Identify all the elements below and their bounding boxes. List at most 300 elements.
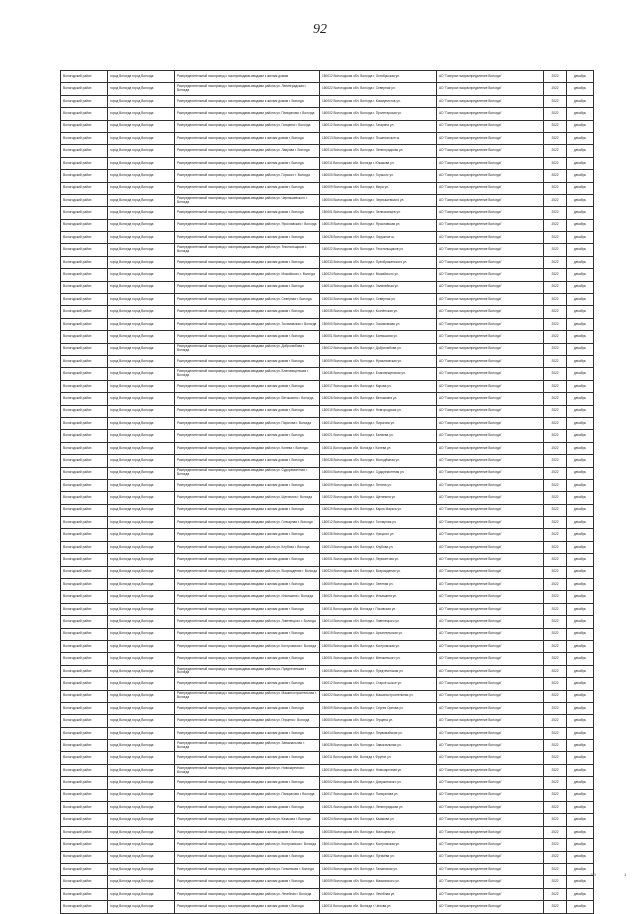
table-row xyxy=(61,839,594,851)
year-cell: 2022 xyxy=(544,864,567,876)
address-cell: 160021 Вологодская обл. Вологда г. Ленинградская ул. xyxy=(320,802,437,814)
locality-cell: город Вологда город Вологда xyxy=(108,355,175,367)
address-cell: 160033 Вологодская обл. Вологда г. Преображенского ул. xyxy=(320,256,437,268)
purpose-cell: Распределительный газопровод с газопроводами-вводами к жилым домам г. Вологда xyxy=(175,455,320,467)
district-cell: Вологодский район xyxy=(61,170,108,182)
table-row xyxy=(61,665,594,677)
purpose-cell: Распределительный газопровод с газопроводами-вводами района ул. Пирогова г. Вологда xyxy=(175,417,320,429)
table-row xyxy=(61,789,594,801)
locality-cell: город Вологда город Вологда xyxy=(108,740,175,752)
month-cell: декабрь xyxy=(567,715,594,727)
purpose-cell: Распределительный газопровод с газопроводами-вводами района ул. Костромская г. Вологда xyxy=(175,839,320,851)
month-cell: декабрь xyxy=(567,814,594,826)
district-cell: Вологодский район xyxy=(61,182,108,194)
month-cell: декабрь xyxy=(567,479,594,491)
address-cell: 160022 Вологодская обл. Вологда г. Текстильщиков ул. xyxy=(320,244,437,256)
owner-cell: АО "Газпром газораспределение Вологда" xyxy=(437,690,544,702)
month-cell: декабрь xyxy=(567,219,594,231)
year-cell: 2022 xyxy=(544,207,567,219)
locality-cell: город Вологда город Вологда xyxy=(108,256,175,268)
address-cell: 160011 Вологодская обл. Вологда г. Южакова ул. xyxy=(320,157,437,169)
table-row xyxy=(61,306,594,318)
purpose-cell: Распределительный газопровод с газопроводами-вводами района ул. Ленинградская г. Вологда xyxy=(175,83,320,95)
table-row xyxy=(61,640,594,652)
table-row xyxy=(61,219,594,231)
owner-cell: АО "Газпром газораспределение Вологда" xyxy=(437,306,544,318)
district-cell: Вологодский район xyxy=(61,430,108,442)
purpose-cell: Распределительный газопровод с газопроводами-вводами к жилым домам xyxy=(175,71,320,83)
gas-pipeline-register xyxy=(60,70,587,914)
purpose-cell: Распределительный газопровод с газопроводами-вводами к жилым домам г. Вологда xyxy=(175,207,320,219)
year-cell: 2022 xyxy=(544,814,567,826)
locality-cell: город Вологда город Вологда xyxy=(108,108,175,120)
owner-cell: АО "Газпром газораспределение Вологда" xyxy=(437,294,544,306)
owner-cell: АО "Газпром газораспределение Вологда" xyxy=(437,83,544,95)
year-cell: 2022 xyxy=(544,851,567,863)
table-row xyxy=(61,132,594,144)
year-cell: 2022 xyxy=(544,331,567,343)
locality-cell: город Вологда город Вологда xyxy=(108,219,175,231)
district-cell: Вологодский район xyxy=(61,839,108,851)
table-row xyxy=(61,554,594,566)
purpose-cell: Распределительный газопровод с газопроводами-вводами района ул. Конева г. Вологда xyxy=(175,442,320,454)
locality-cell: город Вологда город Вологда xyxy=(108,579,175,591)
table-row xyxy=(61,405,594,417)
locality-cell: город Вологда город Вологда xyxy=(108,380,175,392)
register-table xyxy=(60,70,597,914)
purpose-cell: Распределительный газопровод с газопроводами-вводами к жилым домам г. Вологда xyxy=(175,628,320,640)
locality-cell: город Вологда город Вологда xyxy=(108,715,175,727)
table-row xyxy=(61,653,594,665)
month-cell: декабрь xyxy=(567,690,594,702)
year-cell: 2022 xyxy=(544,789,567,801)
purpose-cell: Распределительный газопровод с газопроводами-вводами к жилым домам г. Вологда xyxy=(175,876,320,888)
district-cell: Вологодский район xyxy=(61,269,108,281)
year-cell: 2022 xyxy=(544,876,567,888)
table-row xyxy=(61,690,594,702)
year-cell: 2022 xyxy=(544,244,567,256)
month-cell: декабрь xyxy=(567,281,594,293)
year-cell: 2022 xyxy=(544,132,567,144)
district-cell: Вологодский район xyxy=(61,306,108,318)
locality-cell: город Вологда город Вологда xyxy=(108,603,175,615)
table-row xyxy=(61,876,594,888)
district-cell: Вологодский район xyxy=(61,368,108,380)
footer-mark: 111 xyxy=(590,872,597,877)
year-cell: 2022 xyxy=(544,492,567,504)
district-cell: Вологодский район xyxy=(61,83,108,95)
table-row xyxy=(61,901,594,913)
district-cell: Вологодский район xyxy=(61,740,108,752)
year-cell: 2022 xyxy=(544,888,567,900)
purpose-cell: Распределительный газопровод с газопроводами-вводами района ул. Можайского г. Вологда xyxy=(175,269,320,281)
owner-cell: АО "Газпром газораспределение Вологда" xyxy=(437,95,544,107)
owner-cell: АО "Газпром газораспределение Вологда" xyxy=(437,851,544,863)
purpose-cell: Распределительный газопровод с газопроводами-вводами к жилым домам г. Вологда xyxy=(175,405,320,417)
purpose-cell: Распределительный газопровод с газопроводами-вводами к жилым домам г. Вологда xyxy=(175,355,320,367)
table-row xyxy=(61,727,594,739)
year-cell: 2022 xyxy=(544,442,567,454)
district-cell: Вологодский район xyxy=(61,244,108,256)
year-cell: 2022 xyxy=(544,901,567,913)
address-cell: 160004 Вологодская обл. Вологда г. Галкинская ул. xyxy=(320,864,437,876)
locality-cell: город Вологда город Вологда xyxy=(108,529,175,541)
owner-cell: АО "Газпром газораспределение Вологда" xyxy=(437,554,544,566)
owner-cell: АО "Газпром газораспределение Вологда" xyxy=(437,368,544,380)
owner-cell: АО "Газпром газораспределение Вологда" xyxy=(437,702,544,714)
table-row xyxy=(61,603,594,615)
purpose-cell: Распределительный газопровод с газопроводами-вводами района ул. Лечебная г. Вологда xyxy=(175,888,320,900)
year-cell: 2022 xyxy=(544,740,567,752)
address-cell: 160001 Вологодская обл. Вологда г. Лермонтова ул. xyxy=(320,554,437,566)
year-cell: 2022 xyxy=(544,665,567,677)
district-cell: Вологодский район xyxy=(61,331,108,343)
year-cell: 2022 xyxy=(544,678,567,690)
address-cell: 160028 Вологодская обл. Вологда г. Молодёжная ул. xyxy=(320,455,437,467)
address-cell: 160013 Вологодская обл. Вологда г. Клубова ул. xyxy=(320,541,437,553)
month-cell: декабрь xyxy=(567,591,594,603)
address-cell: 160001 Вологодская обл. Вологда г. Батюшкова ул. xyxy=(320,331,437,343)
owner-cell: АО "Газпром газораспределение Вологда" xyxy=(437,182,544,194)
owner-cell: АО "Газпром газораспределение Вологда" xyxy=(437,517,544,529)
month-cell: декабрь xyxy=(567,467,594,479)
purpose-cell: Распределительный газопровод с газопроводами-вводами района ул. Ветошкина г. Вологда xyxy=(175,393,320,405)
table-row xyxy=(61,269,594,281)
year-cell: 2022 xyxy=(544,529,567,541)
locality-cell: город Вологда город Вологда xyxy=(108,281,175,293)
address-cell: 160019 Вологодская обл. Вологда г. Карла Маркса ул. xyxy=(320,504,437,516)
table-row xyxy=(61,157,594,169)
address-cell: 160004 Вологодская обл. Вологда г. Судоремонтная ул. xyxy=(320,467,437,479)
owner-cell: АО "Газпром газораспределение Вологда" xyxy=(437,814,544,826)
address-cell: 160014 Вологодская обл. Вологда г. Ленинградская ул. xyxy=(320,145,437,157)
address-cell: 160017 Вологодская обл. Вологда г. Кирова ул. xyxy=(320,380,437,392)
table-row xyxy=(61,170,594,182)
purpose-cell: Распределительный газопровод с газопроводами-вводами к жилым домам г. Вологда xyxy=(175,802,320,814)
owner-cell: АО "Газпром газораспределение Вологда" xyxy=(437,727,544,739)
locality-cell: город Вологда город Вологда xyxy=(108,479,175,491)
district-cell: Вологодский район xyxy=(61,690,108,702)
locality-cell: город Вологда город Вологда xyxy=(108,504,175,516)
table-row xyxy=(61,393,594,405)
locality-cell: город Вологда город Вологда xyxy=(108,777,175,789)
table-row xyxy=(61,343,594,355)
address-cell: 160021 Вологодская обл. Вологда г. Ильюшина ул. xyxy=(320,591,437,603)
locality-cell: город Вологда город Вологда xyxy=(108,95,175,107)
locality-cell: город Вологда город Вологда xyxy=(108,145,175,157)
locality-cell: город Вологда город Вологда xyxy=(108,616,175,628)
district-cell: Вологодский район xyxy=(61,814,108,826)
year-cell: 2022 xyxy=(544,417,567,429)
purpose-cell: Распределительный газопровод с газопроводами-вводами района ул. Ильюшина г. Вологда xyxy=(175,591,320,603)
owner-cell: АО "Газпром газораспределение Вологда" xyxy=(437,393,544,405)
address-cell: 160000 Вологодская обл. Вологда г. Герцена ул. xyxy=(320,715,437,727)
purpose-cell: Распределительный газопровод с газопроводами-вводами к жилым домам г. Вологда xyxy=(175,281,320,293)
table-row xyxy=(61,244,594,256)
address-cell: 160024 Вологодская обл. Вологда г. Можайского ул. xyxy=(320,269,437,281)
locality-cell: город Вологда город Вологда xyxy=(108,690,175,702)
handwritten-page-number: 92 xyxy=(313,22,327,37)
locality-cell: город Вологда город Вологда xyxy=(108,876,175,888)
purpose-cell: Распределительный газопровод с газопроводами-вводами к жилым домам г. Вологда xyxy=(175,331,320,343)
address-cell: 160002 Вологодская обл. Вологда г. Коммунистов ул. xyxy=(320,95,437,107)
locality-cell: город Вологда город Вологда xyxy=(108,120,175,132)
month-cell: декабрь xyxy=(567,579,594,591)
month-cell: декабрь xyxy=(567,653,594,665)
year-cell: 2022 xyxy=(544,95,567,107)
month-cell: декабрь xyxy=(567,318,594,330)
purpose-cell: Распределительный газопровод с газопроводами-вводами района ул. Горького г. Вологда xyxy=(175,170,320,182)
month-cell: декабрь xyxy=(567,665,594,677)
district-cell: Вологодский район xyxy=(61,380,108,392)
address-cell: 160013 Вологодская обл. Вологда г. Пошехонское ш. xyxy=(320,132,437,144)
purpose-cell: Распределительный газопровод с газопроводами-вводами к жилым домам г. Вологда xyxy=(175,554,320,566)
purpose-cell: Распределительный газопровод с газопроводами-вводами к жилым домам г. Вологда xyxy=(175,479,320,491)
address-cell: 160012 Вологодская обл. Вологда г. Октябрьская ул. xyxy=(320,71,437,83)
address-cell: 160019 Вологодская обл. Вологда г. Новозаречная ул. xyxy=(320,764,437,776)
district-cell: Вологодский район xyxy=(61,219,108,231)
owner-cell: АО "Газпром газораспределение Вологда" xyxy=(437,876,544,888)
table-row xyxy=(61,529,594,541)
address-cell: 160019 Вологодская обл. Вологда г. Ярославская ул. xyxy=(320,219,437,231)
purpose-cell: Распределительный газопровод с газопроводами-вводами к жилым домам г. Вологда xyxy=(175,752,320,764)
owner-cell: АО "Газпром газораспределение Вологда" xyxy=(437,888,544,900)
owner-cell: АО "Газпром газораспределение Вологда" xyxy=(437,479,544,491)
address-cell: 160002 Вологодская обл. Вологда г. Дзержинского ул. xyxy=(320,777,437,789)
owner-cell: АО "Газпром газораспределение Вологда" xyxy=(437,628,544,640)
locality-cell: город Вологда город Вологда xyxy=(108,343,175,355)
table-row xyxy=(61,702,594,714)
year-cell: 2022 xyxy=(544,306,567,318)
locality-cell: город Вологда город Вологда xyxy=(108,83,175,95)
table-row xyxy=(61,616,594,628)
locality-cell: город Вологда город Вологда xyxy=(108,368,175,380)
district-cell: Вологодский район xyxy=(61,579,108,591)
locality-cell: город Вологда город Вологда xyxy=(108,430,175,442)
year-cell: 2022 xyxy=(544,653,567,665)
owner-cell: АО "Газпром газораспределение Вологда" xyxy=(437,108,544,120)
locality-cell: город Вологда город Вологда xyxy=(108,851,175,863)
address-cell: 160009 Вологодская обл. Вологда г. Зеленая ул. xyxy=(320,579,437,591)
district-cell: Вологодский район xyxy=(61,393,108,405)
year-cell: 2022 xyxy=(544,83,567,95)
month-cell: декабрь xyxy=(567,826,594,838)
district-cell: Вологодский район xyxy=(61,294,108,306)
address-cell: 160012 Вологодская обл. Вологда г. Старое шоссе ул. xyxy=(320,678,437,690)
address-cell: 160024 Вологодская обл. Вологда г. Возрождения ул. xyxy=(320,566,437,578)
owner-cell: АО "Газпром газораспределение Вологда" xyxy=(437,777,544,789)
year-cell: 2022 xyxy=(544,182,567,194)
year-cell: 2022 xyxy=(544,294,567,306)
locality-cell: город Вологда город Вологда xyxy=(108,331,175,343)
address-cell: 160035 Вологодская обл. Вологда г. Благовещенская ул. xyxy=(320,368,437,380)
purpose-cell: Распределительный газопровод с газопроводами-вводами района ул. Зосимовская г. Вологда xyxy=(175,318,320,330)
table-row xyxy=(61,764,594,776)
year-cell: 2022 xyxy=(544,839,567,851)
district-cell: Вологодский район xyxy=(61,405,108,417)
purpose-cell: Распределительный газопровод с газопроводами-вводами к жилым домам г. Вологда xyxy=(175,653,320,665)
district-cell: Вологодский район xyxy=(61,95,108,107)
month-cell: декабрь xyxy=(567,455,594,467)
purpose-cell: Распределительный газопровод с газопроводами-вводами района ул. Добролюбова г. Вологда xyxy=(175,343,320,355)
owner-cell: АО "Газпром газораспределение Вологда" xyxy=(437,789,544,801)
district-cell: Вологодский район xyxy=(61,628,108,640)
district-cell: Вологодский район xyxy=(61,492,108,504)
year-cell: 2022 xyxy=(544,194,567,206)
owner-cell: АО "Газпром газораспределение Вологда" xyxy=(437,331,544,343)
locality-cell: город Вологда город Вологда xyxy=(108,71,175,83)
month-cell: декабрь xyxy=(567,343,594,355)
locality-cell: город Вологда город Вологда xyxy=(108,901,175,913)
owner-cell: АО "Газпром газораспределение Вологда" xyxy=(437,442,544,454)
district-cell: Вологодский район xyxy=(61,727,108,739)
purpose-cell: Распределительный газопровод с газопроводами-вводами к жилым домам г. Вологда xyxy=(175,306,320,318)
locality-cell: город Вологда город Вологда xyxy=(108,653,175,665)
year-cell: 2022 xyxy=(544,752,567,764)
owner-cell: АО "Газпром газораспределение Вологда" xyxy=(437,740,544,752)
purpose-cell: Распределительный газопровод с газопроводами-вводами к жилым домам г. Вологда xyxy=(175,504,320,516)
year-cell: 2022 xyxy=(544,355,567,367)
locality-cell: город Вологда город Вологда xyxy=(108,591,175,603)
purpose-cell: Распределительный газопровод с газопроводами-вводами к жилым домам г. Вологда xyxy=(175,579,320,591)
address-cell: 160009 Вологодская обл. Вологда г. Маяковского ул. xyxy=(320,876,437,888)
purpose-cell: Распределительный газопровод с газопроводами-вводами к жилым домам г. Вологда xyxy=(175,851,320,863)
month-cell: декабрь xyxy=(567,157,594,169)
month-cell: декабрь xyxy=(567,417,594,429)
locality-cell: город Вологда город Вологда xyxy=(108,517,175,529)
purpose-cell: Распределительный газопровод с газопроводами-вводами района ул. Благовещенская г. Вологда xyxy=(175,368,320,380)
table-row xyxy=(61,888,594,900)
purpose-cell: Распределительный газопровод с газопроводами-вводами к жилым домам г. Вологда xyxy=(175,232,320,244)
owner-cell: АО "Газпром газораспределение Вологда" xyxy=(437,764,544,776)
month-cell: декабрь xyxy=(567,764,594,776)
month-cell: декабрь xyxy=(567,132,594,144)
address-cell: 160022 Вологодская обл. Вологда г. Машиностроительная ул. xyxy=(320,690,437,702)
year-cell: 2022 xyxy=(544,393,567,405)
owner-cell: АО "Газпром газораспределение Вологда" xyxy=(437,603,544,615)
year-cell: 2022 xyxy=(544,541,567,553)
month-cell: декабрь xyxy=(567,331,594,343)
owner-cell: АО "Газпром газораспределение Вологда" xyxy=(437,194,544,206)
district-cell: Вологодский район xyxy=(61,764,108,776)
year-cell: 2022 xyxy=(544,120,567,132)
locality-cell: город Вологда город Вологда xyxy=(108,157,175,169)
month-cell: декабрь xyxy=(567,603,594,615)
month-cell: декабрь xyxy=(567,616,594,628)
locality-cell: город Вологда город Вологда xyxy=(108,294,175,306)
year-cell: 2022 xyxy=(544,170,567,182)
month-cell: декабрь xyxy=(567,888,594,900)
purpose-cell: Распределительный газопровод с газопроводами-вводами района ул. Ярославская г. Вологда xyxy=(175,219,320,231)
table-row xyxy=(61,715,594,727)
table-row xyxy=(61,628,594,640)
month-cell: декабрь xyxy=(567,194,594,206)
purpose-cell: Распределительный газопровод с газопроводами-вводами к жилым домам г. Вологда xyxy=(175,529,320,541)
table-row xyxy=(61,95,594,107)
address-cell: 160001 Вологодская обл. Вологда г. Менжинского ул. xyxy=(320,653,437,665)
district-cell: Вологодский район xyxy=(61,789,108,801)
owner-cell: АО "Газпром газораспределение Вологда" xyxy=(437,653,544,665)
table-row xyxy=(61,851,594,863)
year-cell: 2022 xyxy=(544,554,567,566)
month-cell: декабрь xyxy=(567,851,594,863)
district-cell: Вологодский район xyxy=(61,442,108,454)
year-cell: 2022 xyxy=(544,405,567,417)
month-cell: декабрь xyxy=(567,83,594,95)
district-cell: Вологодский район xyxy=(61,455,108,467)
month-cell: декабрь xyxy=(567,71,594,83)
year-cell: 2022 xyxy=(544,715,567,727)
purpose-cell: Распределительный газопровод с газопроводами-вводами к жилым домам г. Вологда xyxy=(175,430,320,442)
year-cell: 2022 xyxy=(544,777,567,789)
month-cell: декабрь xyxy=(567,789,594,801)
purpose-cell: Распределительный газопровод с газопроводами-вводами к жилым домам г. Вологда xyxy=(175,95,320,107)
locality-cell: город Вологда город Вологда xyxy=(108,864,175,876)
address-cell: 160011 Вологодская обл. Вологда г. Чехова ул. xyxy=(320,901,437,913)
purpose-cell: Распределительный газопровод с газопроводами-вводами района ул. Завокзальная г. Вологда xyxy=(175,740,320,752)
owner-cell: АО "Газпром газораспределение Вологда" xyxy=(437,826,544,838)
owner-cell: АО "Газпром газораспределение Вологда" xyxy=(437,715,544,727)
address-cell: 160014 Вологодская обл. Вологда г. Первомайская ул. xyxy=(320,727,437,739)
month-cell: декабрь xyxy=(567,876,594,888)
address-cell: 160002 Вологодская обл. Вологда г. Пролетарская ул. xyxy=(320,108,437,120)
purpose-cell: Распределительный газопровод с газопроводами-вводами к жилым домам г. Вологда xyxy=(175,826,320,838)
footer-mark: 1 xyxy=(624,872,627,877)
purpose-cell: Распределительный газопровод с газопроводами-вводами района ул. Северная г. Вологда xyxy=(175,294,320,306)
month-cell: декабрь xyxy=(567,182,594,194)
purpose-cell: Распределительный газопровод с газопроводами-вводами к жилым домам г. Вологда xyxy=(175,777,320,789)
year-cell: 2022 xyxy=(544,628,567,640)
district-cell: Вологодский район xyxy=(61,603,108,615)
table-row xyxy=(61,145,594,157)
year-cell: 2022 xyxy=(544,368,567,380)
month-cell: декабрь xyxy=(567,145,594,157)
table-row xyxy=(61,864,594,876)
address-cell: 160004 Вологодская обл. Вологда г. Костромская ул. xyxy=(320,640,437,652)
district-cell: Вологодский район xyxy=(61,702,108,714)
district-cell: Вологодский район xyxy=(61,194,108,206)
owner-cell: АО "Газпром газораспределение Вологда" xyxy=(437,318,544,330)
month-cell: декабрь xyxy=(567,901,594,913)
month-cell: декабрь xyxy=(567,380,594,392)
locality-cell: город Вологда город Вологда xyxy=(108,802,175,814)
district-cell: Вологодский район xyxy=(61,678,108,690)
table-row xyxy=(61,380,594,392)
locality-cell: город Вологда город Вологда xyxy=(108,764,175,776)
district-cell: Вологодский район xyxy=(61,529,108,541)
district-cell: Вологодский район xyxy=(61,566,108,578)
district-cell: Вологодский район xyxy=(61,541,108,553)
locality-cell: город Вологда город Вологда xyxy=(108,814,175,826)
table-row xyxy=(61,541,594,553)
purpose-cell: Распределительный газопровод с газопроводами-вводами района ул. Возрождения г. Вологда xyxy=(175,566,320,578)
month-cell: декабрь xyxy=(567,727,594,739)
district-cell: Вологодский район xyxy=(61,517,108,529)
owner-cell: АО "Газпром газораспределение Вологда" xyxy=(437,256,544,268)
purpose-cell: Распределительный газопровод с газопроводами-вводами района ул. Панкратова г. Вологда xyxy=(175,789,320,801)
address-cell: 160022 Вологодская обл. Вологда г. Северная ул. xyxy=(320,83,437,95)
district-cell: Вологодский район xyxy=(61,71,108,83)
address-cell: 160010 Вологодская обл. Вологда г. Пирогова ул. xyxy=(320,417,437,429)
address-cell: 160009 Вологодская обл. Вологда г. Мира ул. xyxy=(320,182,437,194)
year-cell: 2022 xyxy=(544,603,567,615)
table-row xyxy=(61,108,594,120)
address-cell: 160035 Вологодская обл. Вологда г. Предтеченская ул. xyxy=(320,665,437,677)
table-row xyxy=(61,455,594,467)
year-cell: 2022 xyxy=(544,232,567,244)
table-row xyxy=(61,678,594,690)
table-row xyxy=(61,368,594,380)
